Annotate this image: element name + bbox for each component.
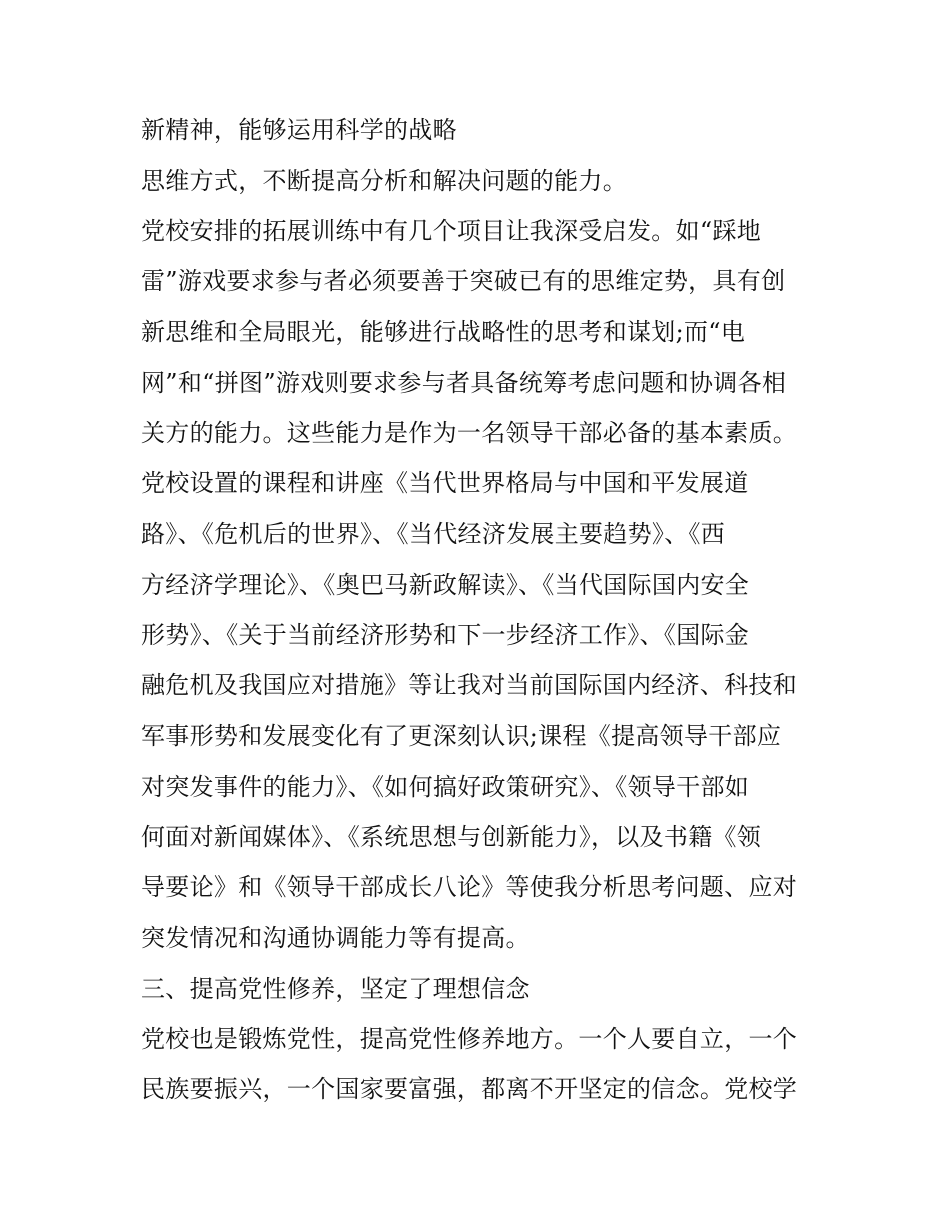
text-line: 新思维和全局眼光，能够进行战略性的思考和谋划;而“电 [141, 318, 746, 346]
text-line: 党校安排的拓展训练中有几个项目让我深受启发。如“踩地 [141, 217, 762, 245]
text-line: 何面对新闻媒体》、《系统思想与创新能力》，以及书籍《领 [141, 823, 762, 851]
text-line: 党校也是锻炼党性，提高党性修养地方。一个人要自立，一个 [141, 1025, 798, 1053]
text-line: 路》、《危机后的世界》、《当代经济发展主要趋势》、《西 [141, 520, 726, 548]
text-line: 民族要振兴，一个国家要富强，都离不开坚定的信念。党校学 [141, 1075, 798, 1103]
text-line: 突发情况和沟通协调能力等有提高。 [141, 924, 530, 952]
section-heading: 三、提高党性修养，坚定了理想信念 [141, 975, 530, 1003]
text-line: 关方的能力。这些能力是作为一名领导干部必备的基本素质。 [141, 419, 798, 447]
text-line: 军事形势和发展变化有了更深刻认识;课程《提高领导干部应 [141, 722, 782, 750]
text-line: 雷”游戏要求参与者必须要善于突破已有的思维定势，具有创 [141, 267, 786, 295]
text-line: 对突发事件的能力》、《如何搞好政策研究》、《领导干部如 [141, 773, 750, 801]
text-line: 导要论》和《领导干部成长八论》等使我分析思考问题、应对 [141, 873, 798, 901]
text-line: 党校设置的课程和讲座《当代世界格局与中国和平发展道 [141, 469, 749, 497]
text-line: 融危机及我国应对措施》等让我对当前国际国内经济、科技和 [141, 671, 798, 699]
text-line: 网”和“拼图”游戏则要求参与者具备统筹考虑问题和协调各相 [141, 369, 787, 397]
text-line: 新精神，能够运用科学的战略 [141, 116, 457, 144]
text-line: 形势》、《关于当前经济形势和下一步经济工作》、《国际金 [141, 621, 750, 649]
text-line: 方经济学理论》、《奥巴马新政解读》、《当代国际国内安全 [141, 571, 750, 599]
text-line: 思维方式，不断提高分析和解决问题的能力。 [141, 167, 627, 195]
